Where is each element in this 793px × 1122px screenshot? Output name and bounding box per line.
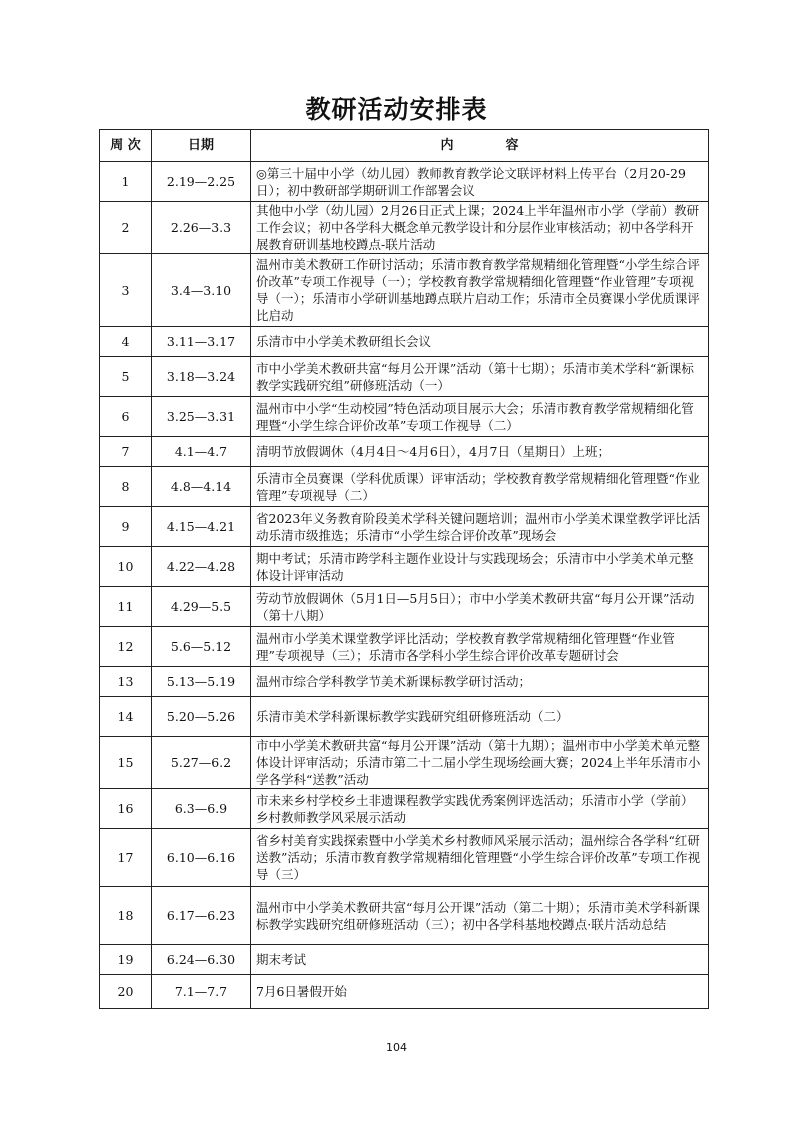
- table-row: [100, 627, 709, 667]
- date-cell: 5.13—5.19: [152, 667, 251, 697]
- table-row: [100, 162, 709, 202]
- week-cell: 18: [100, 887, 152, 945]
- date-cell: 3.4—3.10: [152, 254, 251, 327]
- header-week: 周 次: [100, 130, 152, 162]
- table-row: [100, 254, 709, 327]
- week-cell: 7: [100, 437, 152, 467]
- week-cell: 10: [100, 547, 152, 587]
- content-cell: ◎第三十届中小学（幼儿园）教师教育教学论文联评材料上传平台（2月20-29日）；初中教研部学期研训工作部署会议: [251, 162, 709, 202]
- date-cell: 4.22—4.28: [152, 547, 251, 587]
- week-cell: 14: [100, 697, 152, 737]
- week-cell: 13: [100, 667, 152, 697]
- table-row: [100, 945, 709, 975]
- content-cell: 市未来乡村学校乡土非遗课程教学实践优秀案例评选活动；乐清市小学（学前）乡村教师教学风采展示活动: [251, 789, 709, 829]
- page-title: 教研活动安排表: [305, 95, 488, 124]
- week-cell: 5: [100, 357, 152, 397]
- table-row: [100, 357, 709, 397]
- week-cell: 15: [100, 737, 152, 789]
- table-row: [100, 437, 709, 467]
- table-row: [100, 829, 709, 887]
- table-row: [100, 975, 709, 1009]
- header-content: 内 容: [251, 130, 709, 162]
- date-cell: 4.29—5.5: [152, 587, 251, 627]
- table-row: [100, 789, 709, 829]
- table-row: [100, 327, 709, 357]
- date-cell: 3.25—3.31: [152, 397, 251, 437]
- table-row: [100, 887, 709, 945]
- content-cell: 期中考试；乐清市跨学科主题作业设计与实践现场会；乐清市中小学美术单元整体设计评审活动: [251, 547, 709, 587]
- content-cell: 期末考试: [251, 945, 709, 975]
- week-cell: 9: [100, 507, 152, 547]
- week-cell: 1: [100, 162, 152, 202]
- date-cell: 6.17—6.23: [152, 887, 251, 945]
- table-row: [100, 697, 709, 737]
- table-row: [100, 667, 709, 697]
- content-cell: 乐清市美术学科新课标教学实践研究组研修班活动（二）: [251, 697, 709, 737]
- content-cell: 市中小学美术教研共富“每月公开课”活动（第十九期）；温州市中小学美术单元整体设计评审活动；乐清市第二十二届小学生现场绘画大赛；2024上半年乐清市小学各学科“送教”活动: [251, 737, 709, 789]
- page-number: 104: [386, 1041, 407, 1054]
- week-cell: 11: [100, 587, 152, 627]
- week-cell: 2: [100, 202, 152, 254]
- week-cell: 20: [100, 975, 152, 1009]
- content-cell: 其他中小学（幼儿园）2月26日正式上课；2024上半年温州市小学（学前）教研工作会议；初中各学科大概念单元教学设计和分层作业审核活动；初中各学科开展教育研训基地校蹲点-联片活动: [251, 202, 709, 254]
- table-row: [100, 507, 709, 547]
- table-row: [100, 467, 709, 507]
- content-cell: 温州市中小学美术教研共富“每月公开课”活动（第二十期）；乐清市美术学科新课标教学实践研究组研修班活动（三）；初中各学科基地校蹲点·联片活动总结: [251, 887, 709, 945]
- header-date: 日期: [152, 130, 251, 162]
- schedule-table: [99, 129, 709, 1009]
- date-cell: 7.1—7.7: [152, 975, 251, 1009]
- date-cell: 5.20—5.26: [152, 697, 251, 737]
- date-cell: 4.8—4.14: [152, 467, 251, 507]
- date-cell: 3.18—3.24: [152, 357, 251, 397]
- date-cell: 4.1—4.7: [152, 437, 251, 467]
- table-row: [100, 202, 709, 254]
- content-cell: 市中小学美术教研共富“每月公开课”活动（第十七期）；乐清市美术学科“新课标教学实践研究组”研修班活动（一）: [251, 357, 709, 397]
- table-row: [100, 547, 709, 587]
- date-cell: 6.3—6.9: [152, 789, 251, 829]
- content-cell: 温州市综合学科教学节美术新课标教学研讨活动；: [251, 667, 709, 697]
- content-cell: 省乡村美育实践探索暨中小学美术乡村教师风采展示活动；温州综合各学科“红研送教”活动；乐清市教育教学常规精细化管理暨“小学生综合评价改革”专项工作视导（三）: [251, 829, 709, 887]
- date-cell: 2.26—3.3: [152, 202, 251, 254]
- date-cell: 6.24—6.30: [152, 945, 251, 975]
- content-cell: 温州市小学美术课堂教学评比活动；学校教育教学常规精细化管理暨“作业管理”专项视导（三）；乐清市各学科小学生综合评价改革专题研讨会: [251, 627, 709, 667]
- content-cell: 劳动节放假调休（5月1日—5月5日）；市中小学美术教研共富“每月公开课”活动（第十八期）: [251, 587, 709, 627]
- week-cell: 8: [100, 467, 152, 507]
- content-cell: 省2023年义务教育阶段美术学科关键问题培训；温州市小学美术课堂教学评比活动乐清市级推选；乐清市“小学生综合评价改革”现场会: [251, 507, 709, 547]
- table-row: [100, 737, 709, 789]
- content-cell: 温州市美术教研工作研讨活动；乐清市教育教学常规精细化管理暨“小学生综合评价改革”专项工作视导（一）；学校教育教学常规精细化管理暨“作业管理”专项视导（一）；乐清市小学研训基地蹲点联片启动工作；乐清市全员赛课小学优质课评比启动: [251, 254, 709, 327]
- week-cell: 6: [100, 397, 152, 437]
- content-cell: 乐清市全员赛课（学科优质课）评审活动；学校教育教学常规精细化管理暨“作业管理”专项视导（二）: [251, 467, 709, 507]
- date-cell: 6.10—6.16: [152, 829, 251, 887]
- date-cell: 2.19—2.25: [152, 162, 251, 202]
- content-cell: 清明节放假调休（4月4日～4月6日），4月7日（星期日）上班；: [251, 437, 709, 467]
- date-cell: 5.27—6.2: [152, 737, 251, 789]
- date-cell: 5.6—5.12: [152, 627, 251, 667]
- content-cell: 7月6日暑假开始: [251, 975, 709, 1009]
- content-cell: 乐清市中小学美术教研组长会议: [251, 327, 709, 357]
- week-cell: 4: [100, 327, 152, 357]
- week-cell: 3: [100, 254, 152, 327]
- week-cell: 16: [100, 789, 152, 829]
- date-cell: 3.11—3.17: [152, 327, 251, 357]
- week-cell: 12: [100, 627, 152, 667]
- table-row: [100, 587, 709, 627]
- table-header-row: [100, 130, 709, 162]
- date-cell: 4.15—4.21: [152, 507, 251, 547]
- table-row: [100, 397, 709, 437]
- week-cell: 17: [100, 829, 152, 887]
- week-cell: 19: [100, 945, 152, 975]
- schedule-table-body: [100, 162, 709, 1009]
- content-cell: 温州市中小学“生动校园”特色活动项目展示大会；乐清市教育教学常规精细化管理暨“小学生综合评价改革”专项工作视导（二）: [251, 397, 709, 437]
